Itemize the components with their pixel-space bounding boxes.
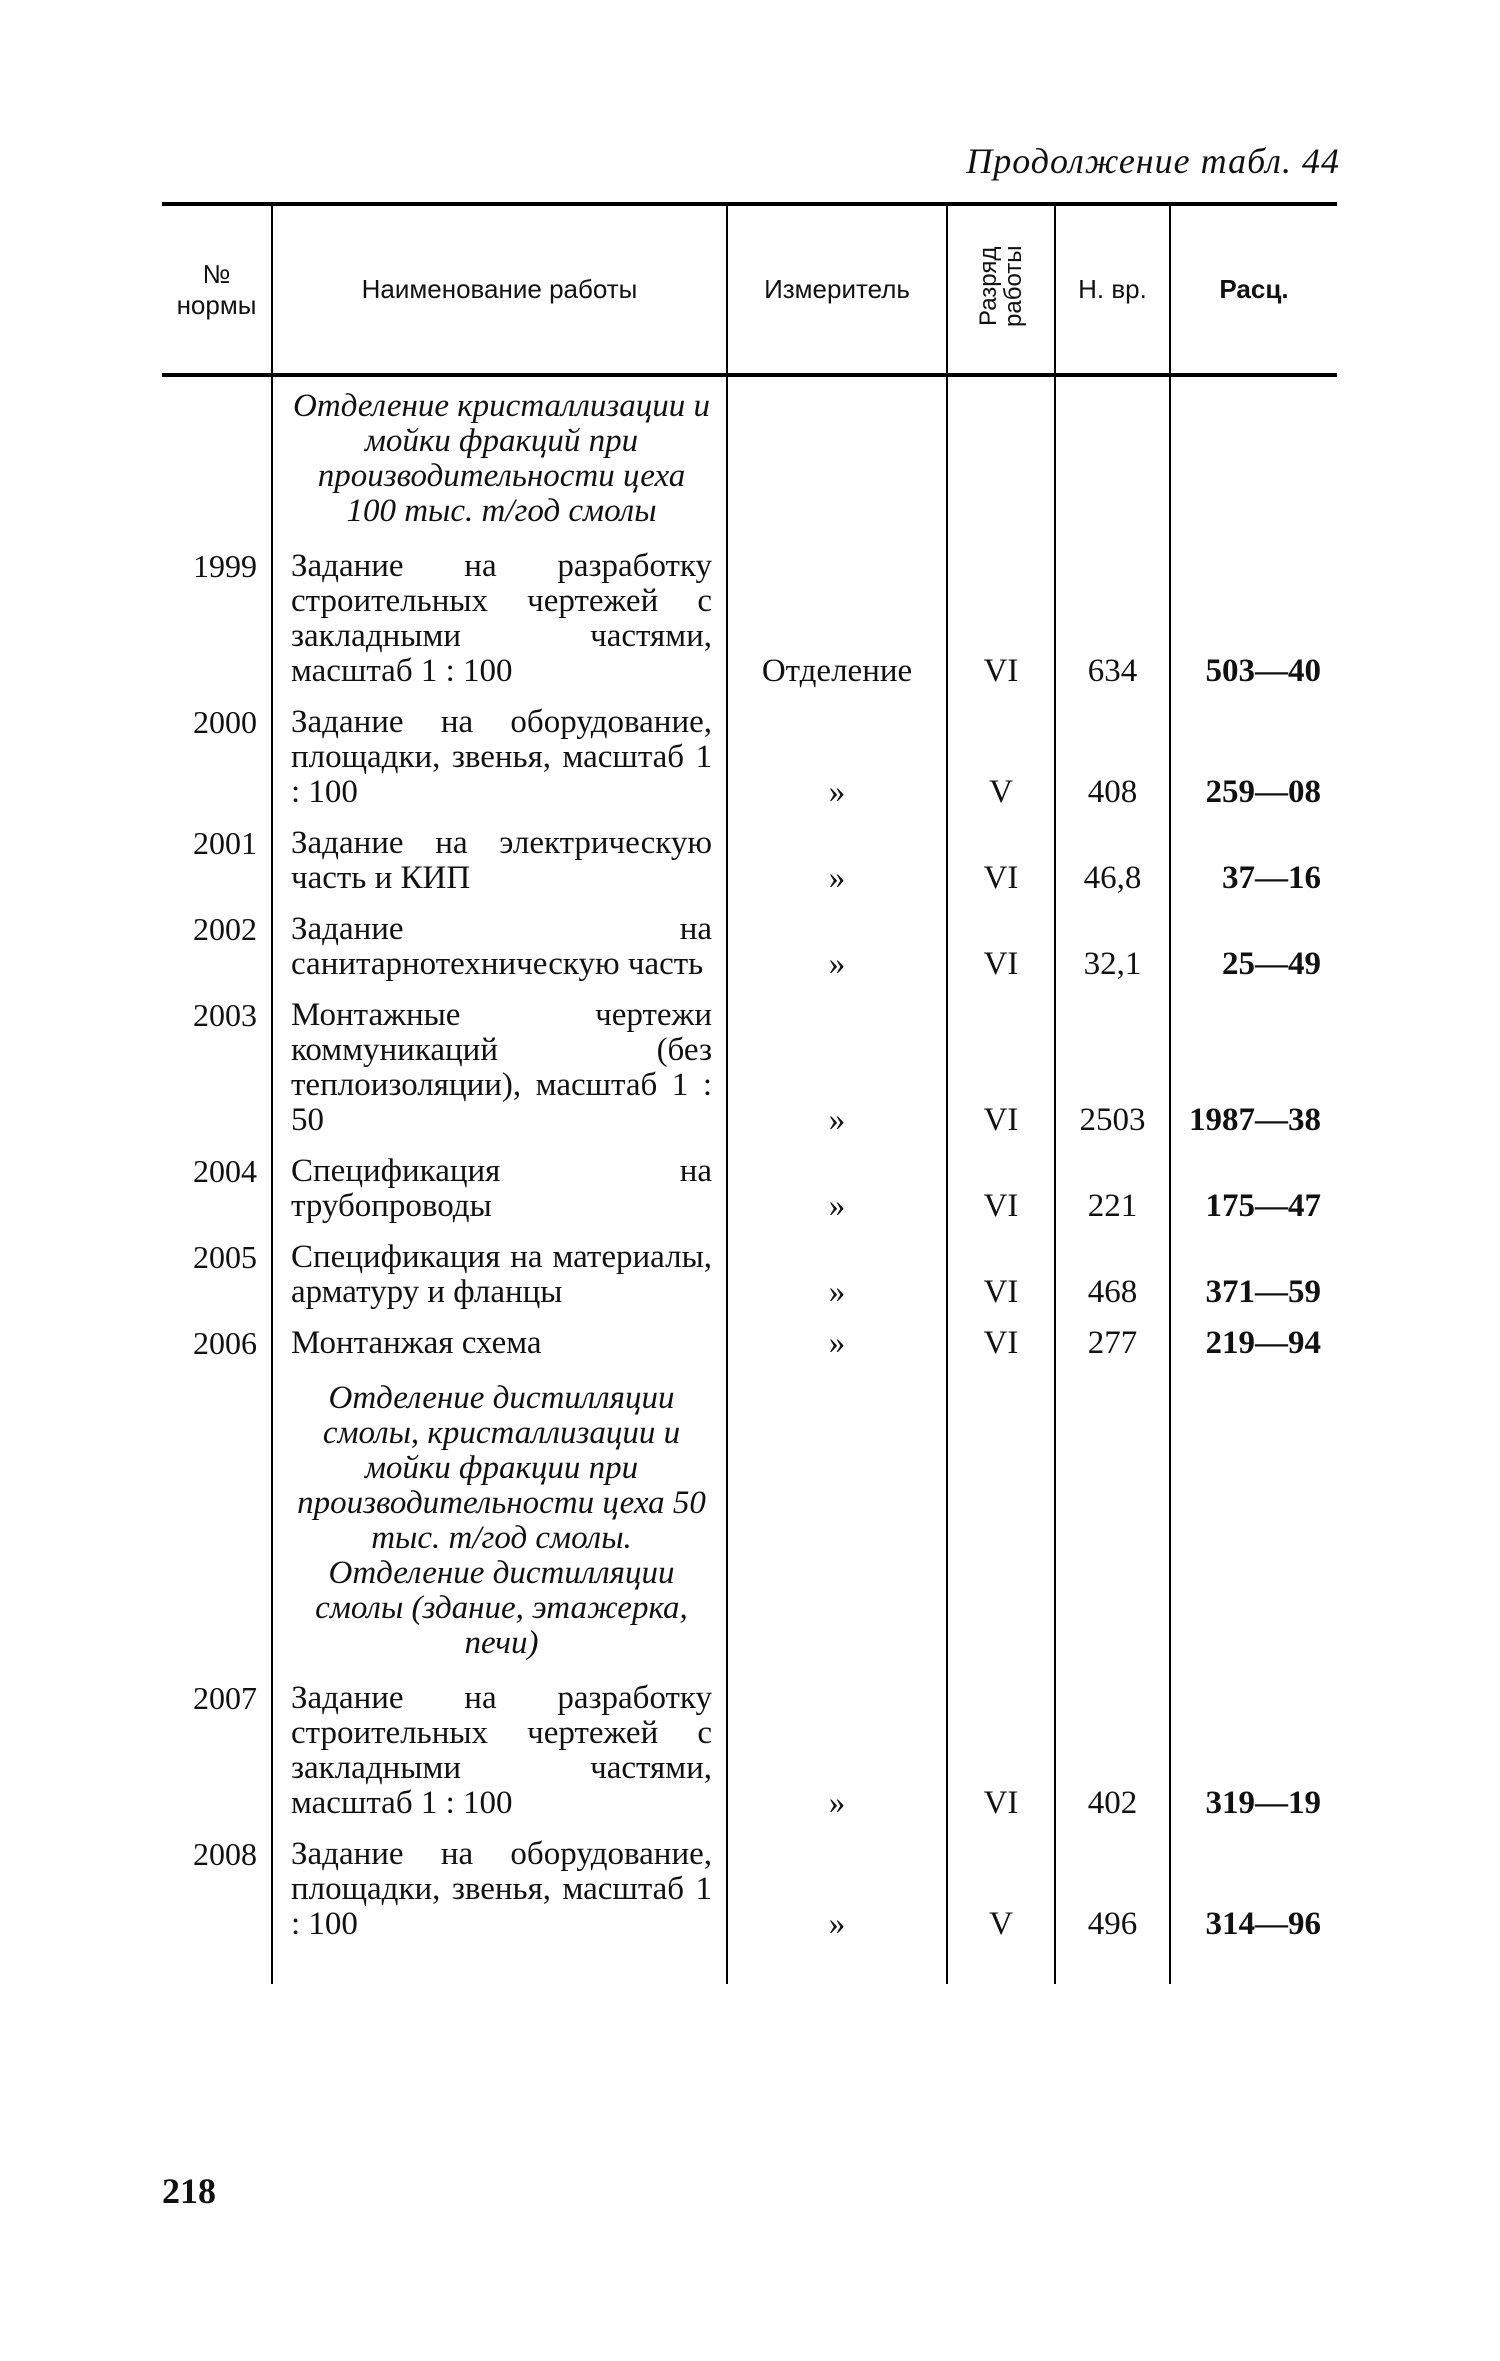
rank-cell: V xyxy=(947,697,1055,818)
rank-cell xyxy=(947,375,1055,541)
time-cell: 277 xyxy=(1055,1318,1170,1369)
table-row xyxy=(162,1146,1337,1232)
unit-cell: » xyxy=(727,1146,947,1232)
norm-number: 2005 xyxy=(193,1239,257,1275)
time-cell: 468 xyxy=(1055,1232,1170,1318)
rank-cell: VI xyxy=(947,541,1055,697)
work-name: Задание на разработку строительных чертежей с закладными частями, масштаб 1 : 100 xyxy=(272,541,727,697)
time-cell: 2503 xyxy=(1055,990,1170,1146)
header-name: Наименование работы xyxy=(272,204,727,375)
time-cell: 496 xyxy=(1055,1829,1170,1984)
time-cell xyxy=(1055,375,1170,541)
rank-cell: VI xyxy=(947,1318,1055,1369)
norms-table xyxy=(162,202,1337,1984)
time-cell: 402 xyxy=(1055,1673,1170,1829)
table-row xyxy=(162,1829,1337,1984)
norm-number: 2006 xyxy=(193,1325,257,1361)
section-row xyxy=(162,1369,1337,1673)
norm-number: 1999 xyxy=(193,548,257,584)
rank-cell: VI xyxy=(947,818,1055,904)
norm-number: 2007 xyxy=(193,1680,257,1716)
table-row xyxy=(162,1232,1337,1318)
header-time: Н. вр. xyxy=(1055,204,1170,375)
norm-number xyxy=(162,375,272,541)
norm-number: 2000 xyxy=(193,704,257,740)
table-row xyxy=(162,1318,1337,1369)
rank-cell: VI xyxy=(947,904,1055,990)
rate-cell: 1987—38 xyxy=(1170,990,1337,1146)
table-caption: Продолжение табл. 44 xyxy=(966,141,1340,181)
header-rate: Расц. xyxy=(1170,204,1337,375)
norm-number: 2004 xyxy=(193,1153,257,1189)
work-name: Монтажные чертежи коммуникаций (без теплоизоляции), масштаб 1 : 50 xyxy=(272,990,727,1146)
work-name: Задание на электрическую часть и КИП xyxy=(272,818,727,904)
header-rank-label: Разряд работы xyxy=(974,245,1027,327)
unit-cell: » xyxy=(727,904,947,990)
section-title: Отделение кристаллизации и мойки фракций при производительности цеха 100 тыс. т/год смолы xyxy=(272,375,727,541)
table-row xyxy=(162,818,1337,904)
time-cell: 408 xyxy=(1055,697,1170,818)
rate-cell: 371—59 xyxy=(1170,1232,1337,1318)
section-row xyxy=(162,375,1337,541)
rate-cell: 319—19 xyxy=(1170,1673,1337,1829)
work-name: Спецификация на материалы, арматуру и фланцы xyxy=(272,1232,727,1318)
time-cell xyxy=(1055,1369,1170,1673)
unit-cell: » xyxy=(727,1318,947,1369)
rate-cell: 314—96 xyxy=(1170,1829,1337,1984)
norm-number: 2001 xyxy=(193,825,257,861)
norm-number: 2008 xyxy=(193,1836,257,1872)
rate-cell xyxy=(1170,375,1337,541)
rank-cell: VI xyxy=(947,990,1055,1146)
rate-cell: 259—08 xyxy=(1170,697,1337,818)
work-name: Спецификация на трубопроводы xyxy=(272,1146,727,1232)
table-row xyxy=(162,904,1337,990)
time-cell: 46,8 xyxy=(1055,818,1170,904)
rate-cell: 37—16 xyxy=(1170,818,1337,904)
time-cell: 221 xyxy=(1055,1146,1170,1232)
work-name: Задание на санитарнотехническую часть xyxy=(272,904,727,990)
rate-cell xyxy=(1170,1369,1337,1673)
unit-cell: Отделение xyxy=(727,541,947,697)
table-row xyxy=(162,541,1337,697)
work-name: Монтанжая схема xyxy=(272,1318,727,1369)
norm-number: 2003 xyxy=(193,997,257,1033)
rank-cell: VI xyxy=(947,1232,1055,1318)
header-unit: Измеритель xyxy=(727,204,947,375)
section-title: Отделение дистилляции смолы, кристаллизации и мойки фракции при производительности цеха 50 тыс. т/год смолы. Отделение дистилляции смолы (здание, этажерка, печи) xyxy=(272,1369,727,1673)
unit-cell xyxy=(727,1369,947,1673)
rank-cell: VI xyxy=(947,1146,1055,1232)
table-row xyxy=(162,697,1337,818)
header-num: № нормы xyxy=(162,204,272,375)
unit-cell xyxy=(727,375,947,541)
norm-number xyxy=(162,1369,272,1673)
unit-cell: » xyxy=(727,1829,947,1984)
rank-cell xyxy=(947,1369,1055,1673)
rank-cell: V xyxy=(947,1829,1055,1984)
unit-cell: » xyxy=(727,1673,947,1829)
work-name: Задание на оборудование, площадки, звенья, масштаб 1 : 100 xyxy=(272,697,727,818)
unit-cell: » xyxy=(727,818,947,904)
table-row xyxy=(162,990,1337,1146)
rate-cell: 25—49 xyxy=(1170,904,1337,990)
table-row xyxy=(162,1673,1337,1829)
work-name: Задание на оборудование, площадки, звенья, масштаб 1 : 100 xyxy=(272,1829,727,1984)
work-name: Задание на разработку строительных чертежей с закладными частями, масштаб 1 : 100 xyxy=(272,1673,727,1829)
rate-cell: 219—94 xyxy=(1170,1318,1337,1369)
rate-cell: 503—40 xyxy=(1170,541,1337,697)
norm-number: 2002 xyxy=(193,911,257,947)
unit-cell: » xyxy=(727,697,947,818)
unit-cell: » xyxy=(727,1232,947,1318)
header-row xyxy=(162,204,1337,375)
rank-cell: VI xyxy=(947,1673,1055,1829)
time-cell: 32,1 xyxy=(1055,904,1170,990)
page-number: 218 xyxy=(162,2171,216,2211)
header-rank xyxy=(947,204,1055,375)
unit-cell: » xyxy=(727,990,947,1146)
rate-cell: 175—47 xyxy=(1170,1146,1337,1232)
time-cell: 634 xyxy=(1055,541,1170,697)
